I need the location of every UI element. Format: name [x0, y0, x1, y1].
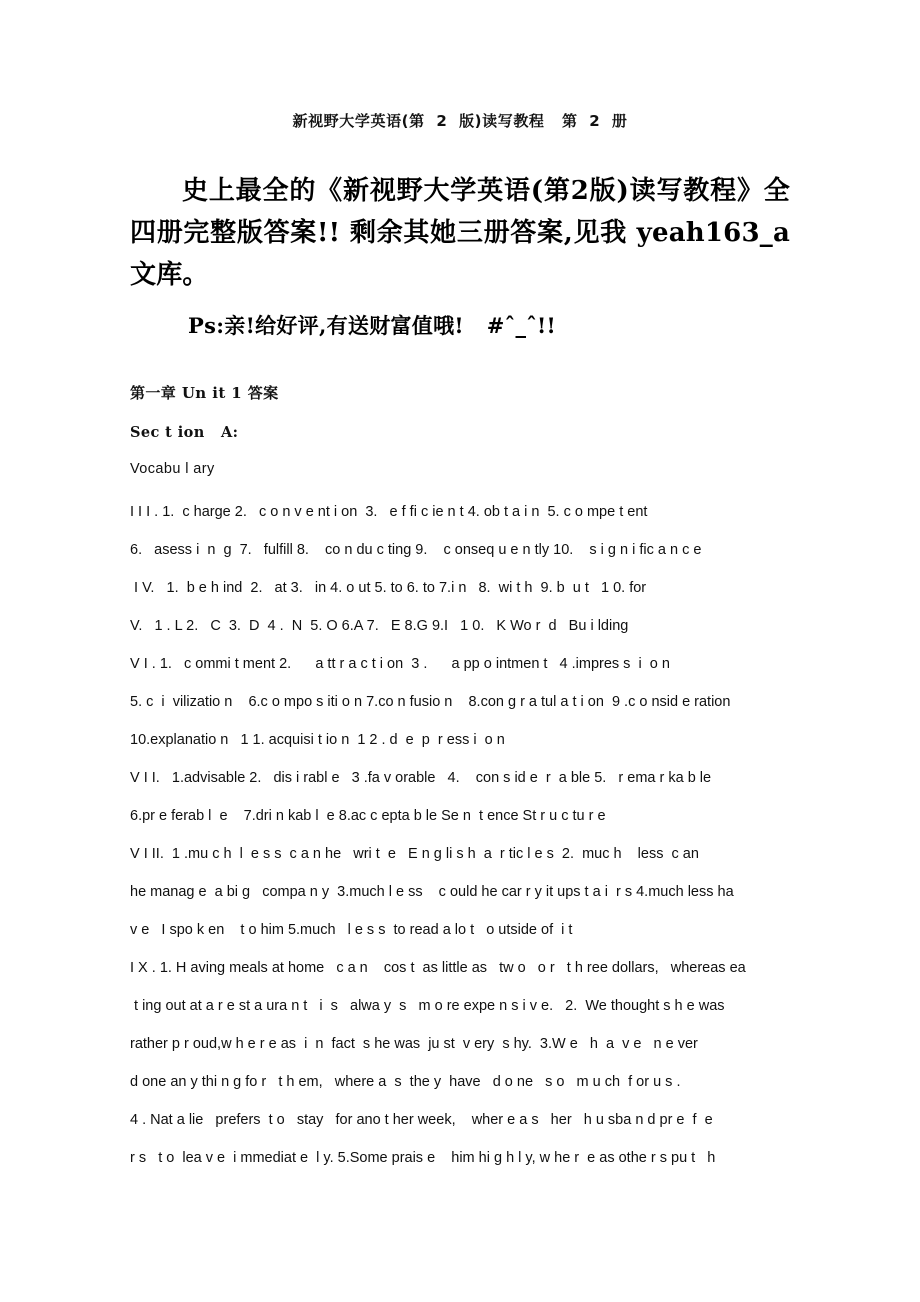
answer-line: 6.pr e ferab l e 7.dri n kab l e 8.ac c epta b le Se n t ence St r u c tu r e: [130, 808, 606, 825]
page-title: 史上最全的《新视野大学英语(第2版)读写教程》全四册完整版答案!! 剩余其她三册答案,见我 yeah163_a 文库。: [130, 176, 790, 291]
answer-line: V I . 1. c ommi t ment 2. a tt r a c t i on 3 . a pp o intmen t 4 .impres s i o n: [130, 656, 670, 673]
answer-line: r s t o lea v e i mmediat e l y. 5.Some prais e him hi g h l y, w he r e as othe r s pu t h: [130, 1150, 716, 1167]
section-heading: Sec t ion A:: [130, 424, 239, 442]
answer-line: 6. asess i n g 7. fulfill 8. co n du c ting 9. c onseq u e n tly 10. s i g n i fic a n c e: [130, 542, 702, 559]
answer-line: I V. 1. b e h ind 2. at 3. in 4. o ut 5. to 6. to 7.i n 8. wi t h 9. b u t 1 0. for: [130, 580, 647, 597]
ps-note: Ps:亲!给好评,有送财富值哦! #ˆ_ˆ!!: [188, 313, 557, 339]
answer-line: he manag e a bi g compa n y 3.much l e ss c ould he car r y it ups t a i r s 4.much less ha: [130, 884, 734, 901]
subsection-heading-vocabulary: Vocabu l ary: [130, 461, 215, 478]
answer-line: 4 . Nat a lie prefers t o stay for ano t her week, wher e a s her h u sba n d pr e f e: [130, 1112, 713, 1129]
answer-line: v e I spo k en t o him 5.much l e s s to read a lo t o utside of i t: [130, 922, 573, 939]
answer-line: V I I. 1.advisable 2. dis i rabl e 3 .fa v orable 4. con s id e r a ble 5. r ema r ka b le: [130, 770, 712, 787]
answer-key-body: [130, 493, 790, 1177]
answer-line: rather p r oud,w h e r e as i n fact s he was ju st v ery s hy. 3.W e h a v e n e ver: [130, 1036, 698, 1053]
answer-line: V. 1 . L 2. C 3. D 4 . N 5. O 6.A 7. E 8.G 9.I 1 0. K Wo r d Bu i lding: [130, 618, 629, 635]
answer-line: d one an y thi n g fo r t h em, where a s the y have d o ne s o m u ch f or u s .: [130, 1074, 681, 1091]
answer-line: t ing out at a r e st a ura n t i s alwa y s m o re expe n s i v e. 2. We thought s h e was: [130, 998, 725, 1015]
answer-line: 5. c i vilizatio n 6.c o mpo s iti o n 7.co n fusio n 8.con g r a tul a t i on 9 .c o nsid e ration: [130, 694, 731, 711]
answer-line: I X . 1. H aving meals at home c a n cos t as little as tw o o r t h ree dollars, whereas ea: [130, 960, 746, 977]
running-header: 新视野大学英语(第 2 版)读写教程 第 2 册: [292, 112, 628, 130]
answer-line: V I II. 1 .mu c h l e s s c a n he wri t e E n g li s h a r tic l e s 2. muc h less c an: [130, 846, 699, 863]
answer-line: I I I . 1. c harge 2. c o n v e nt i on 3. e f fi c ie n t 4. ob t a i n 5. c o mpe t ent: [130, 504, 648, 521]
chapter-heading: 第一章 Un it 1 答案: [130, 384, 279, 403]
answer-line: 10.explanatio n 1 1. acquisi t io n 1 2 . d e p r ess i o n: [130, 732, 505, 749]
